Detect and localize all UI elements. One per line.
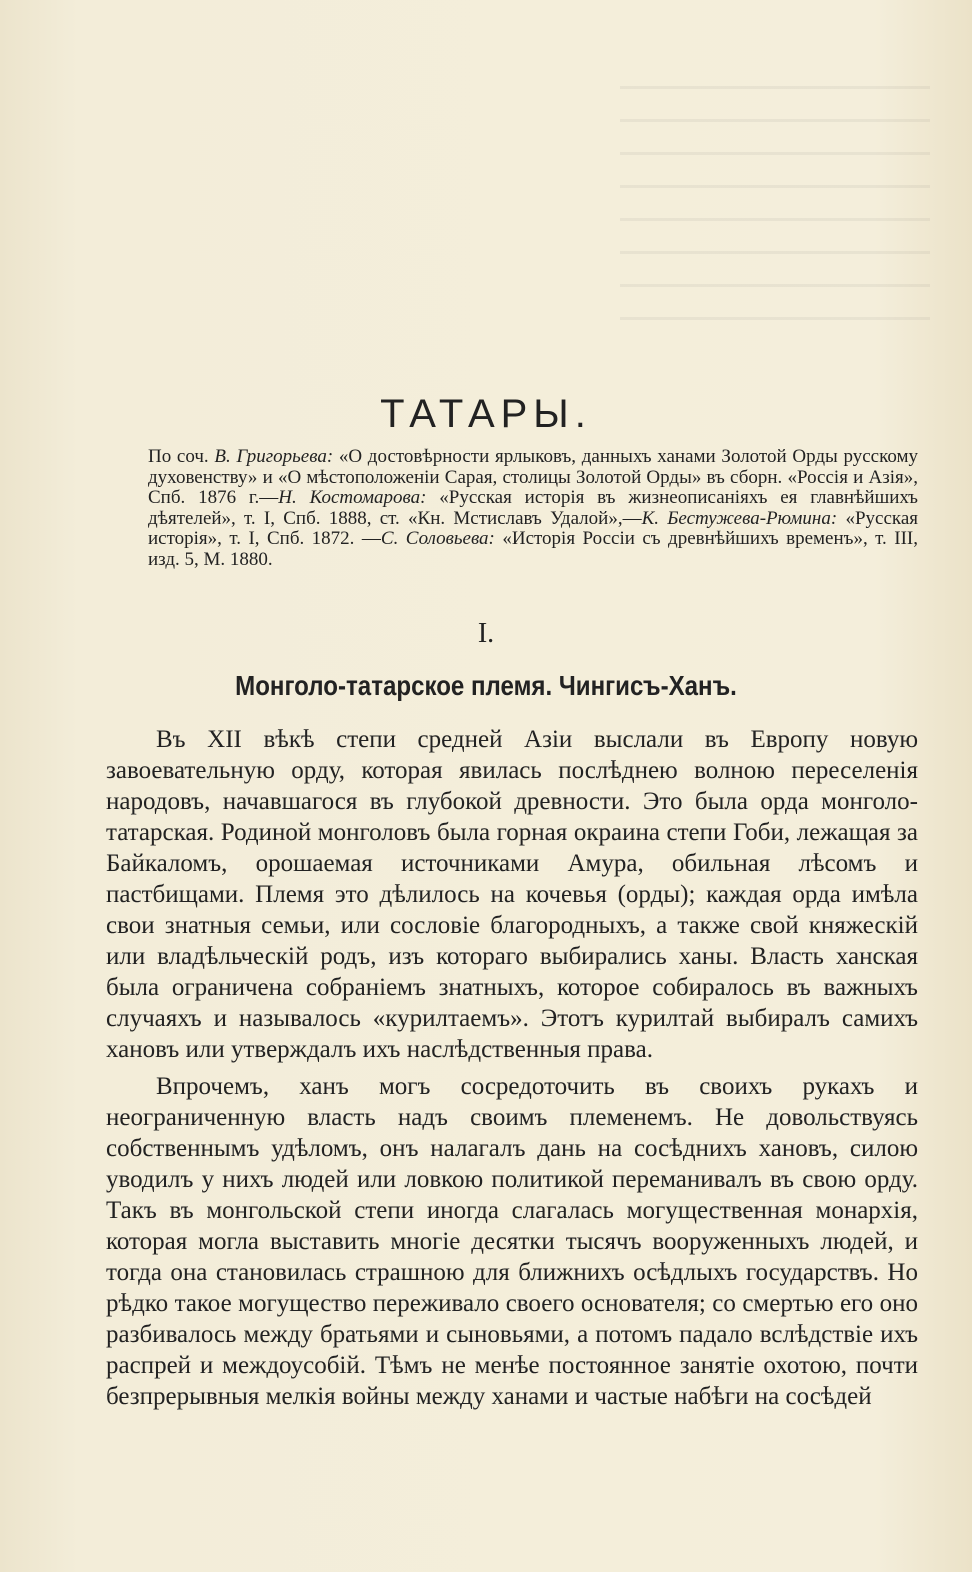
body-text xyxy=(106,724,918,1412)
show-through-text xyxy=(620,60,930,320)
paragraph: Впрочемъ, ханъ могъ сосредоточить въ своихъ рукахъ и неограниченную власть надъ своимъ племенемъ. Не довольствуясь собственнымъ удѣломъ, онъ налагалъ дань на сосѣднихъ хановъ, силою уводилъ у нихъ людей или ловкою политикой переманивалъ въ свою орду. Такъ въ монгольской степи иногда слагалась могущественная монархія, которая могла выставить многіе десятки тысячъ вооруженныхъ людей, и тогда она становилась страшною для ближнихъ осѣдлыхъ государствъ. Но рѣдко такое могущество переживало своего основателя; со смертью его оно разбивалось между братьями и сыновьями, а потомъ падало вслѣдствіе ихъ распрей и междоусобій. Тѣмъ не менѣе постоянное занятіе охотою, почти безпрерывныя мелкія войны между ханами и частые набѣги на сосѣдей xyxy=(106,1073,918,1410)
source-text: «Исторія Россіи съ древнѣйшихъ временъ», т. III, изд. 5, М. 1880. xyxy=(148,528,918,570)
source-text: «О достовѣрности ярлыковъ, данныхъ ханами Золотой Орды русскому духовенству» и «О мѣстоположеніи Сарая, столицы Золотой Орды» въ сборн. «Россія и Азія», Спб. 1876 г.— xyxy=(148,446,919,508)
page-title: ТАТАРЫ. xyxy=(380,392,592,436)
paragraph: Въ XII вѣкѣ степи средней Азіи выслали въ Европу новую завоевательную орду, которая явилась послѣднею волною переселенія народовъ, начавшагося въ глубокой древности. Это была орда монголо-татарская. Родиной монголовъ была горная окраина степи Гоби, лежащая за Байкаломъ, орошаемая источниками Амура, обильная лѣсомъ и пастбищами. Племя это дѣлилось на кочевья (орды); каждая орда имѣла свои знатныя семьи, или сословіе благородныхъ, а также свой княжескій или владѣльческій родъ, изъ котораго выбирались ханы. Власть ханская была ограничена собраніемъ знатныхъ, которое собиралось въ важныхъ случаяхъ и называлось «курилтаемъ». Этотъ курилтай выбиралъ самихъ хановъ или утверждалъ ихъ наслѣдственныя права. xyxy=(106,726,918,1063)
source-author: В. Григорьева: xyxy=(214,446,334,467)
source-note xyxy=(148,447,918,570)
section-number: I. xyxy=(477,618,495,649)
source-author: К. Бестужева-Рюмина: xyxy=(641,507,838,529)
section-title: Монголо-татарское племя. Чингисъ-Ханъ. xyxy=(235,670,737,701)
source-author: С. Соловьева: xyxy=(380,528,495,549)
source-author: Н. Костомарова: xyxy=(278,487,427,508)
source-text: По соч. xyxy=(148,446,215,467)
source-text: «Русская исторія», т. I, Спб. 1872. — xyxy=(148,507,918,549)
source-text: «Русская исторія въ жизнеописаніяхъ ея главнѣйшихъ дѣятелей», т. I, Спб. 1888, ст. «Кн. Мстиславъ Удалой»,— xyxy=(148,487,918,529)
